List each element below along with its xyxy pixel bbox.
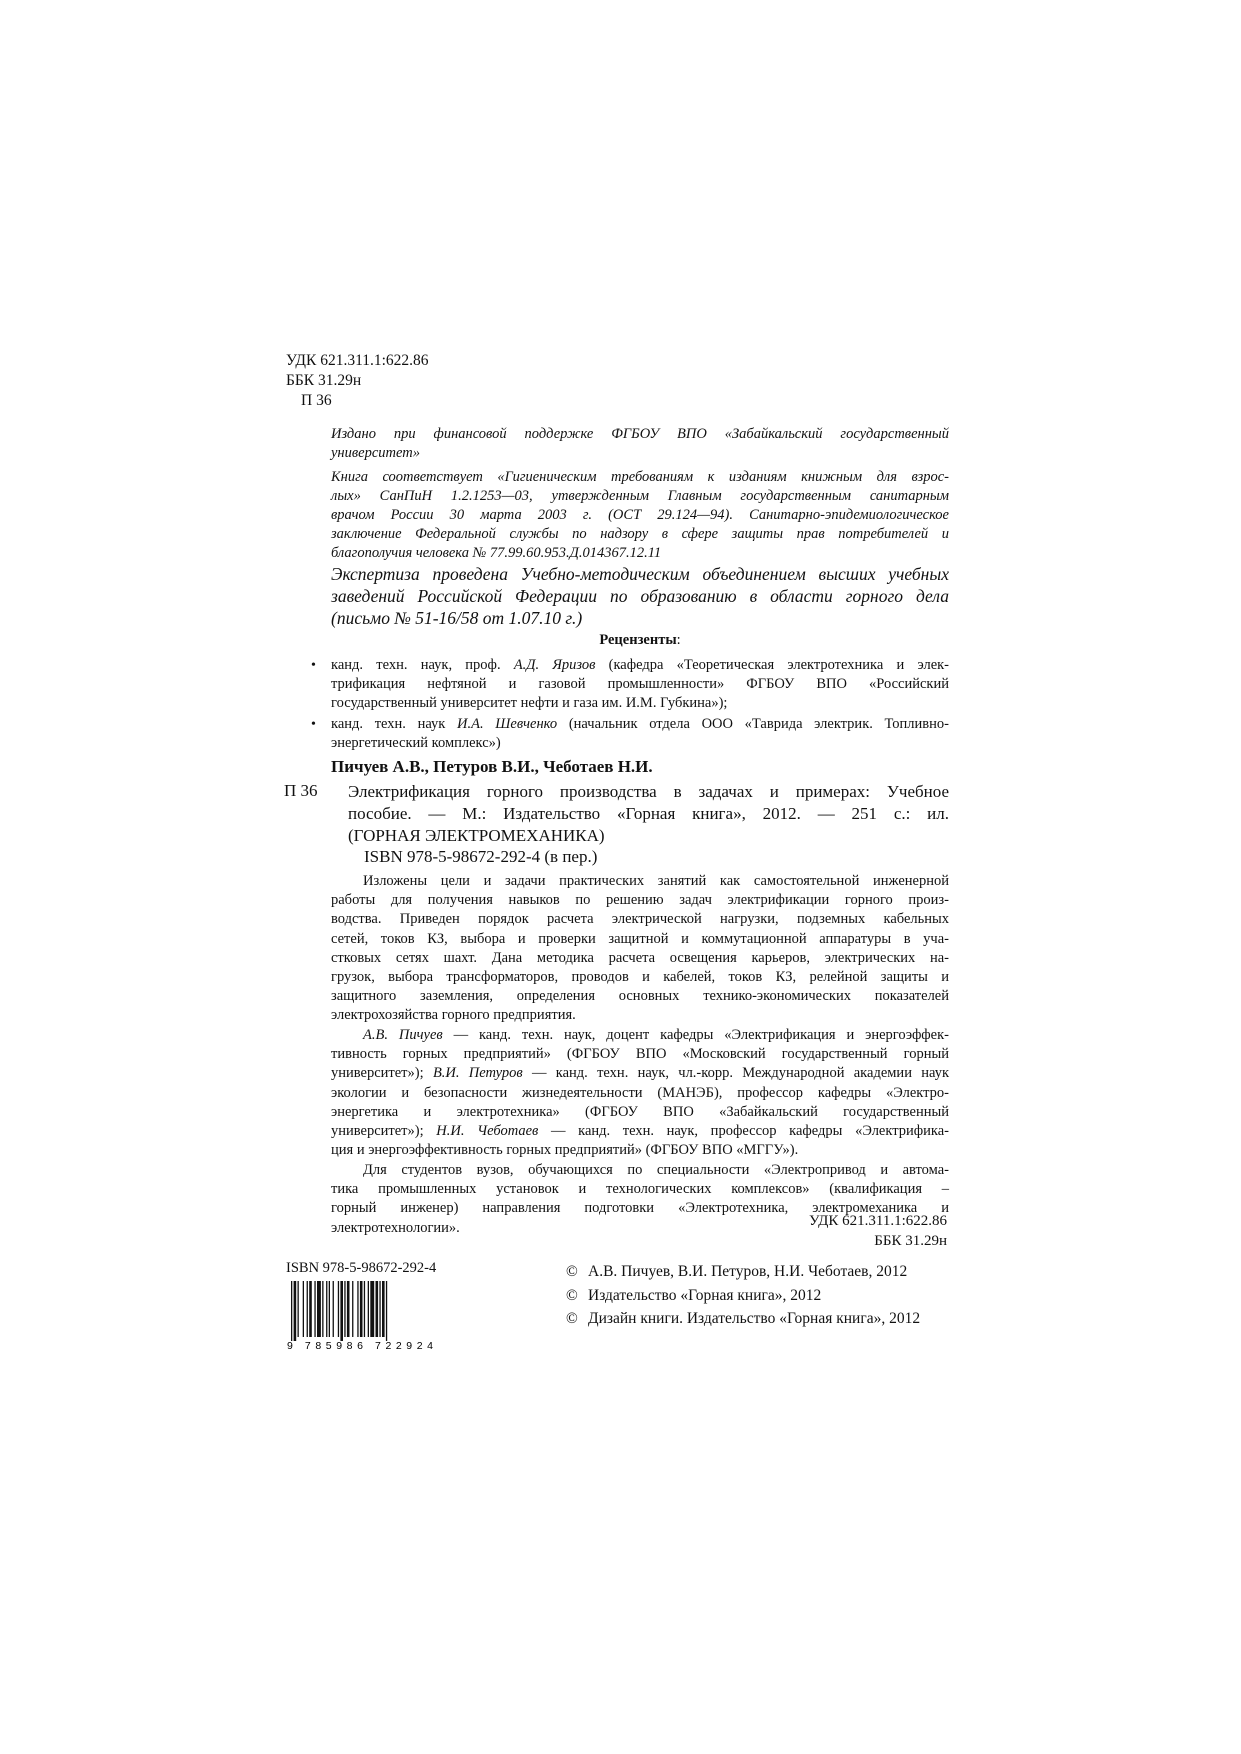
author-text: — канд. техн. наук, доцент кафедры «Электрификация и энергоэффек- (442, 1027, 949, 1043)
reviewer-name: А.Д. Яризов (513, 657, 596, 673)
reviewers-title-text: Рецензенты (599, 632, 677, 648)
author-text: университет»); (331, 1123, 437, 1140)
expertise-line: заведений Российской Федерации по образованию в области горного дела (331, 586, 949, 606)
sanitary-line: Книга соответствует «Гигиеническим требованиям к изданиям книжным для взрос- (331, 469, 949, 485)
copyright-icon: © (566, 1310, 578, 1327)
barcode-bar (340, 1281, 343, 1341)
barcode-bar (370, 1281, 374, 1337)
funding-line: Издано при финансовой поддержке ФГБОУ ВПО «Забайкальский государственный (331, 426, 949, 442)
reviewer-text: (кафедра «Теоретическая электротехника и элек- (595, 657, 950, 673)
bullet-icon: • (311, 658, 316, 673)
annotation-line (331, 1026, 949, 1045)
annotation-line: тивность горных предприятий» (ФГБОУ ВПО «Московский государственный горный (331, 1046, 949, 1063)
annotation-paragraph (331, 872, 949, 1026)
barcode-bar (360, 1281, 363, 1337)
barcode-bar (307, 1281, 308, 1337)
barcode-icon (287, 1281, 435, 1351)
reviewer-item (311, 656, 950, 713)
barcode-bar (357, 1281, 358, 1337)
reviewer-item (311, 715, 949, 753)
barcode-bar (347, 1281, 350, 1337)
barcode-bar (338, 1281, 339, 1337)
authors-paragraph (331, 1026, 949, 1160)
footer-codes (809, 1211, 947, 1251)
bbk-code: ББК 31.29н (286, 372, 362, 389)
barcode-bar (329, 1281, 330, 1337)
annotation-line: экологии и безопасности жизнедеятельности (МАНЭБ), профессор кафедры «Электро- (331, 1084, 949, 1101)
barcode-bar (303, 1281, 304, 1337)
sanitary-line: заключение Федеральной службы по надзору в сфере защиты прав потребителей и (331, 526, 949, 542)
reviewers-title (331, 632, 949, 649)
reviewer-line: энергетический комплекс») (331, 735, 501, 751)
expertise-line: (письмо № 51-16/58 от 1.07.10 г.) (331, 608, 583, 628)
annotation-line: водства. Приведен порядок расчета электрической нагрузки, подземных кабельных (331, 911, 949, 928)
barcode-bar (291, 1281, 292, 1341)
author-text: университет»); (331, 1065, 433, 1082)
sanitary-line: благополучия человека № 77.99.60.953.Д.014367.12.11 (331, 545, 662, 561)
annotation-line: сетей, токов КЗ, выбора и проверки защитной и коммутационной аппаратуры в уча- (331, 930, 949, 947)
bib-line: (ГОРНАЯ ЭЛЕКТРОМЕХАНИКА) (348, 826, 605, 845)
expertise-line: Экспертиза проведена Учебно-методическим объединением высших учебных (331, 564, 949, 584)
record-author-mark: П 36 (284, 781, 318, 800)
funding-line: университет» (331, 445, 420, 461)
author-name: В.И. Петуров (432, 1065, 523, 1082)
reviewer-text: канд. техн. наук (331, 716, 458, 732)
author-name: Н.И. Чеботаев (436, 1123, 539, 1140)
barcode-bar (333, 1281, 334, 1337)
copyright-line (566, 1284, 920, 1308)
barcode-bar (322, 1281, 323, 1337)
barcode-bar (298, 1281, 299, 1337)
reviewer-text: (начальник отдела ООО «Таврида электрик. Топливно- (557, 716, 949, 732)
sanitary-line: лых» СанПиН 1.2.1253—03, утвержденным Главным государственным санитарным (331, 488, 949, 504)
copyright-block (566, 1260, 920, 1331)
barcode-bar (309, 1281, 312, 1337)
udk-code: УДК 621.311.1:622.86 (286, 352, 429, 369)
reviewer-name: И.А. Шевченко (457, 716, 558, 732)
barcode-bar (326, 1281, 327, 1337)
author-text: — канд. техн. наук, чл.-корр. Международной академии наук (522, 1065, 950, 1082)
annotation-line: горный инженер) направления подготовки «Электротехника, электромеханика и (331, 1200, 949, 1217)
record-isbn: ISBN 978-5-98672-292-4 (в пер.) (364, 847, 598, 866)
author-mark: П 36 (301, 392, 332, 409)
barcode-bar (294, 1281, 297, 1341)
annotation-line: тика промышленных установок и технологических комплексов» (квалификация – (331, 1181, 949, 1198)
author-name: А.В. Пичуев (363, 1027, 443, 1043)
copyright-text: Дизайн книги. Издательство «Горная книга», 2012 (588, 1310, 921, 1327)
bib-line: Электрификация горного производства в задачах и примерах: Учебное (348, 782, 949, 801)
barcode-bar (352, 1281, 353, 1337)
annotation-line: энергетика и электротехника» (ФГБОУ ВПО «Забайкальский государственный (331, 1103, 949, 1120)
barcode-bar (368, 1281, 369, 1337)
copyright-icon: © (566, 1263, 578, 1280)
barcode-bar (376, 1281, 379, 1337)
copyright-text: Издательство «Горная книга», 2012 (588, 1286, 822, 1304)
annotation-line: стковых сетях шахт. Дана методика расчета освещения карьеров, электрических на- (331, 949, 949, 966)
bullet-icon: • (311, 717, 316, 732)
annotation-line: защитного заземления, определения основных технико-экономических показателей (331, 988, 949, 1005)
funding-note (331, 425, 949, 463)
reviewer-line (331, 656, 949, 675)
annotation-line: электротехнологии». (331, 1219, 460, 1236)
annotation-line (331, 1122, 949, 1141)
copyright-line (566, 1260, 920, 1284)
annotation-line: работы для получения навыков по решению задач электрификации горного произ- (331, 892, 949, 909)
copyright-text: А.В. Пичуев, В.И. Петуров, Н.И. Чеботаев, 2012 (588, 1263, 908, 1280)
barcode-bar (386, 1281, 387, 1341)
footer-udk: УДК 621.311.1:622.86 (809, 1213, 947, 1229)
barcode-bar (317, 1281, 321, 1337)
reviewer-line: государственный университет нефти и газа им. И.М. Губкина»); (331, 695, 728, 711)
annotation-line: Изложены цели и задачи практических занятий как самостоятельной инженерной (363, 873, 949, 889)
barcode-bar (344, 1281, 345, 1337)
barcode-digits: 9 785986 722924 (287, 1340, 433, 1351)
annotation-line: Для студентов вузов, обучающихся по специальности «Электропривод и автома- (363, 1162, 949, 1178)
barcode-bar (364, 1281, 365, 1337)
copyright-line (566, 1307, 920, 1331)
reviewer-text: канд. техн. наук, проф. (331, 657, 514, 673)
classification-header (286, 351, 429, 411)
reviewer-line (331, 715, 949, 734)
annotation-line (331, 1064, 949, 1083)
annotation-line: электрохозяйства горного предприятия. (331, 1007, 576, 1024)
footer-bbk: ББК 31.29н (874, 1233, 947, 1249)
sanitary-line: врачом России 30 марта 2003 г. (ОСТ 29.124—94). Санитарно-эпидемиологическое (331, 507, 949, 523)
author-text: — канд. техн. наук, профессор кафедры «Электрифика- (538, 1123, 949, 1140)
reviewers-title-colon: : (676, 632, 681, 648)
copyright-icon: © (566, 1286, 578, 1304)
annotation-line: ция и энергоэффективность горных предприятий» (ФГБОУ ВПО «МГГУ»). (331, 1142, 799, 1159)
barcode-bar (382, 1281, 385, 1337)
sanitary-note (331, 468, 949, 563)
isbn-label: ISBN 978-5-98672-292-4 (286, 1260, 437, 1276)
expertise-note (331, 563, 949, 629)
bibliographic-description (348, 781, 949, 847)
annotation-line: грузок, выбора трансформаторов, проводов и кабелей, токов КЗ, релейной защиты и (331, 969, 949, 986)
reviewer-line: трификация нефтяной и газовой промышленности» ФГБОУ ВПО «Российский (331, 676, 949, 692)
bib-line: пособие. — М.: Издательство «Горная книга», 2012. — 251 с.: ил. (348, 804, 949, 823)
barcode-bar (314, 1281, 315, 1337)
barcode-bar (379, 1281, 380, 1337)
record-authors: Пичуев А.В., Петуров В.И., Чеботаев Н.И. (331, 757, 653, 776)
